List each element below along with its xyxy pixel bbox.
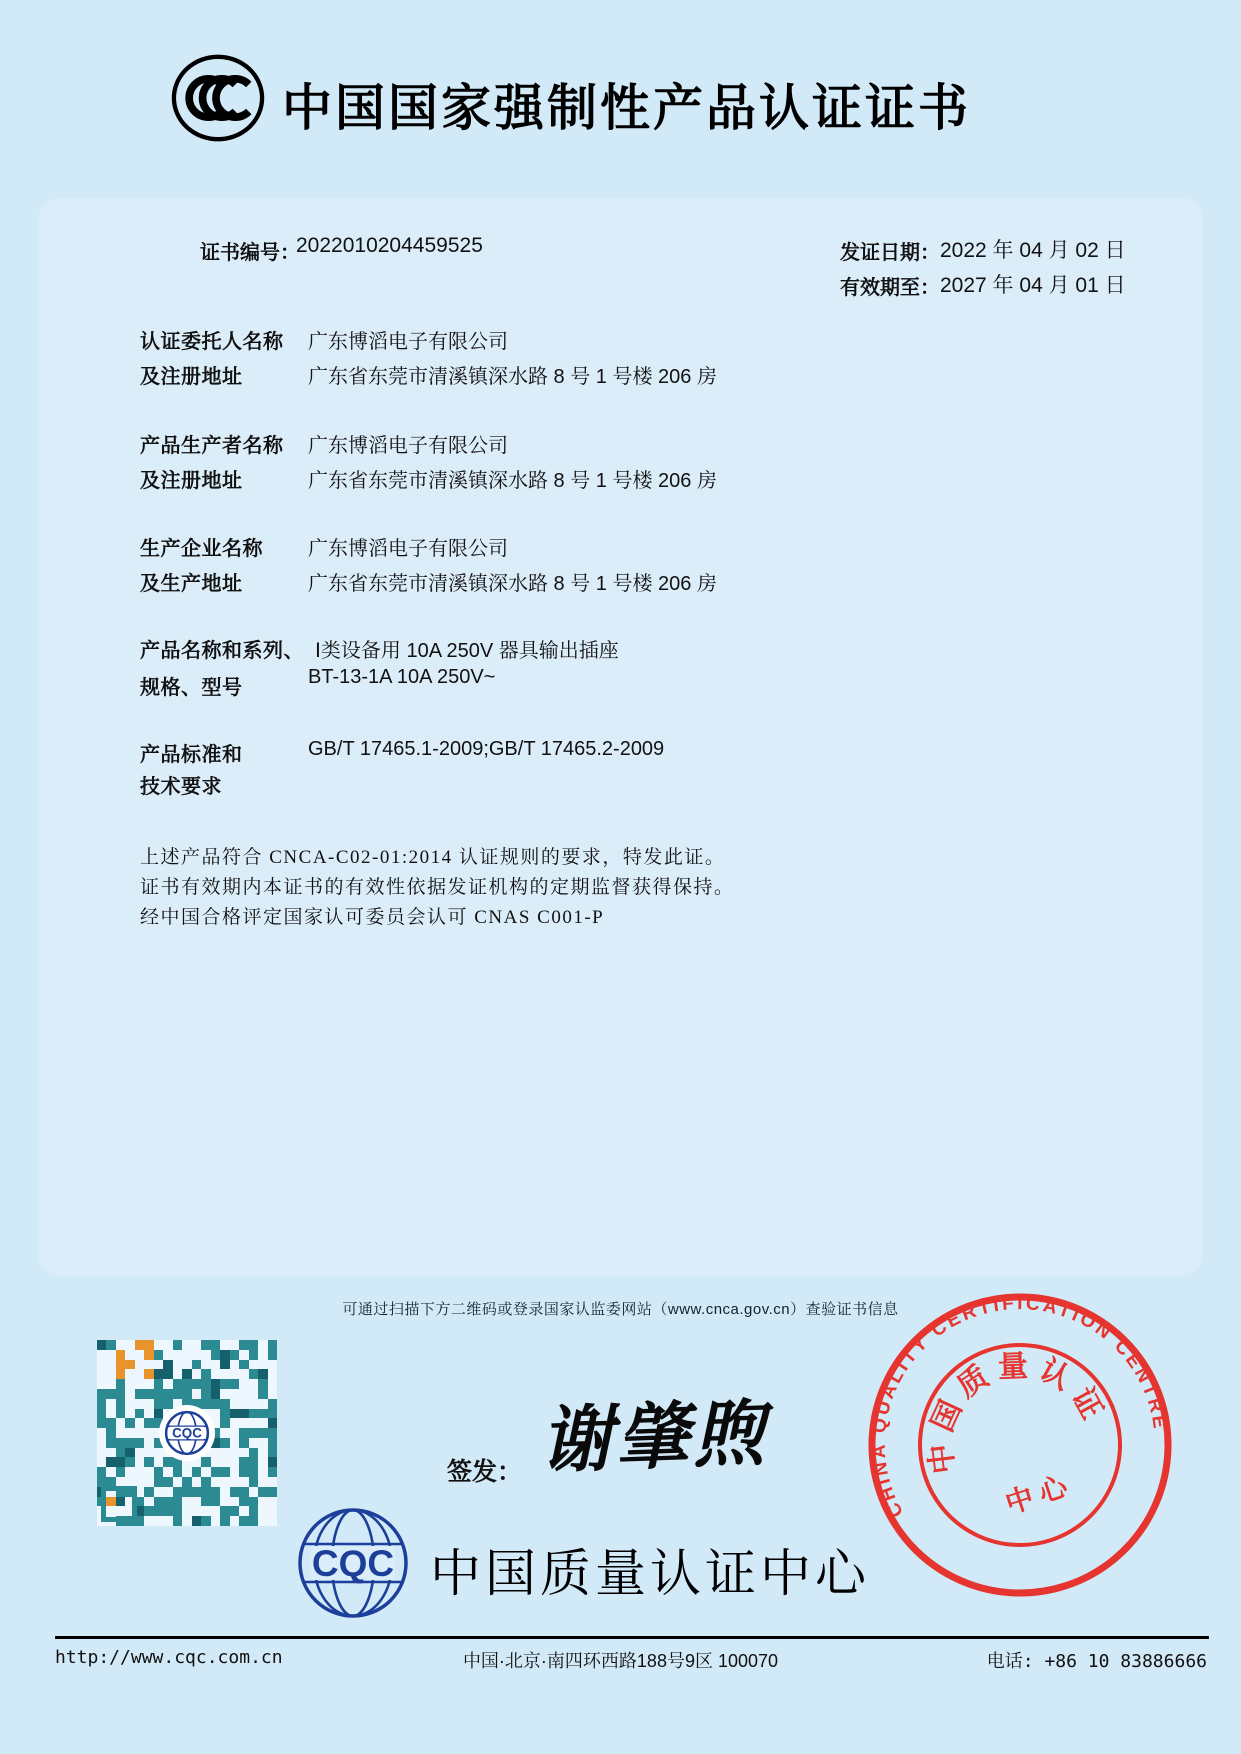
field-product-label-2: 规格、型号 (140, 677, 243, 699)
statement-line-1: 上述产品符合 CNCA-C02-01:2014 认证规则的要求，特发此证。 (140, 847, 726, 868)
field-factory-value-1: 广东博滔电子有限公司 (308, 538, 508, 560)
qr-cqc-mini-logo-icon (159, 1405, 215, 1461)
field-manufacturer-value-2: 广东省东莞市清溪镇深水路 8 号 1 号楼 206 房 (308, 470, 717, 492)
field-factory-value-2: 广东省东莞市清溪镇深水路 8 号 1 号楼 206 房 (308, 573, 717, 595)
statement-line-3: 经中国合格评定国家认可委员会认可 CNAS C001-P (140, 907, 605, 928)
svg-text:中国质量认证: 中国质量认证 (923, 1349, 1113, 1476)
issuer-name: 中国质量认证中心 (430, 1545, 871, 1602)
field-standard-value-1: GB/T 17465.1-2009;GB/T 17465.2-2009 (308, 738, 665, 760)
field-applicant-label-2: 及注册地址 (140, 366, 243, 388)
signature-handwriting: 谢肇煦 (538, 1389, 770, 1483)
field-factory-label-2: 及生产地址 (140, 573, 243, 595)
verification-note: 可通过扫描下方二维码或登录国家认监委网站（www.cnca.gov.cn）查验证书信息 (342, 1301, 899, 1318)
qr-code (97, 1340, 277, 1526)
cert-no-label: 证书编号： (200, 242, 300, 264)
certificate-title: 中国国家强制性产品认证证书 (282, 80, 971, 136)
field-standard-label-1: 产品标准和 (140, 744, 243, 766)
footer-divider (55, 1636, 1209, 1639)
svg-text:CQC: CQC (172, 1425, 202, 1441)
sign-label: 签发： (447, 1459, 523, 1486)
field-standard-label-2: 技术要求 (140, 776, 222, 798)
ccc-logo-icon (170, 52, 266, 144)
cqc-logo-icon (296, 1506, 410, 1620)
footer-phone: 电话: +86 10 83886666 (986, 1651, 1207, 1672)
footer-address: 中国·北京·南四环西路188号9区 100070 (462, 1651, 779, 1671)
statement-line-2: 证书有效期内本证书的有效性依据发证机构的定期监督获得保持。 (140, 877, 735, 898)
field-applicant-value-1: 广东博滔电子有限公司 (308, 331, 508, 353)
cert-no-value: 2022010204459525 (296, 234, 483, 257)
field-product-value-1: Ⅰ类设备用 10A 250V 器具输出插座 (315, 640, 619, 662)
field-manufacturer-value-1: 广东博滔电子有限公司 (308, 435, 508, 457)
field-manufacturer-label-2: 及注册地址 (140, 470, 243, 492)
expiry-date-value: 2027 年 04 月 01 日 (940, 274, 1126, 297)
field-product-label-1: 产品名称和系列、 (140, 640, 304, 662)
expiry-date-label: 有效期至： (840, 277, 940, 299)
svg-text:中 心: 中 心 (1001, 1471, 1072, 1521)
footer-website: http://www.cqc.com.cn (55, 1647, 283, 1668)
field-manufacturer-label-1: 产品生产者名称 (140, 435, 284, 457)
field-applicant-value-2: 广东省东莞市清溪镇深水路 8 号 1 号楼 206 房 (308, 366, 717, 388)
svg-text:CHINA QUALITY CERTIFICATION CE: CHINA QUALITY CERTIFICATION CENTRE (868, 1293, 1171, 1521)
issue-date-value: 2022 年 04 月 02 日 (940, 239, 1126, 262)
qr-finder-square (101, 1486, 137, 1522)
issue-date-label: 发证日期： (840, 242, 940, 264)
field-applicant-label-1: 认证委托人名称 (140, 331, 284, 353)
svg-text:CQC: CQC (311, 1543, 395, 1584)
field-factory-label-1: 生产企业名称 (140, 538, 263, 560)
field-product-value-2: BT-13-1A 10A 250V~ (308, 666, 496, 688)
